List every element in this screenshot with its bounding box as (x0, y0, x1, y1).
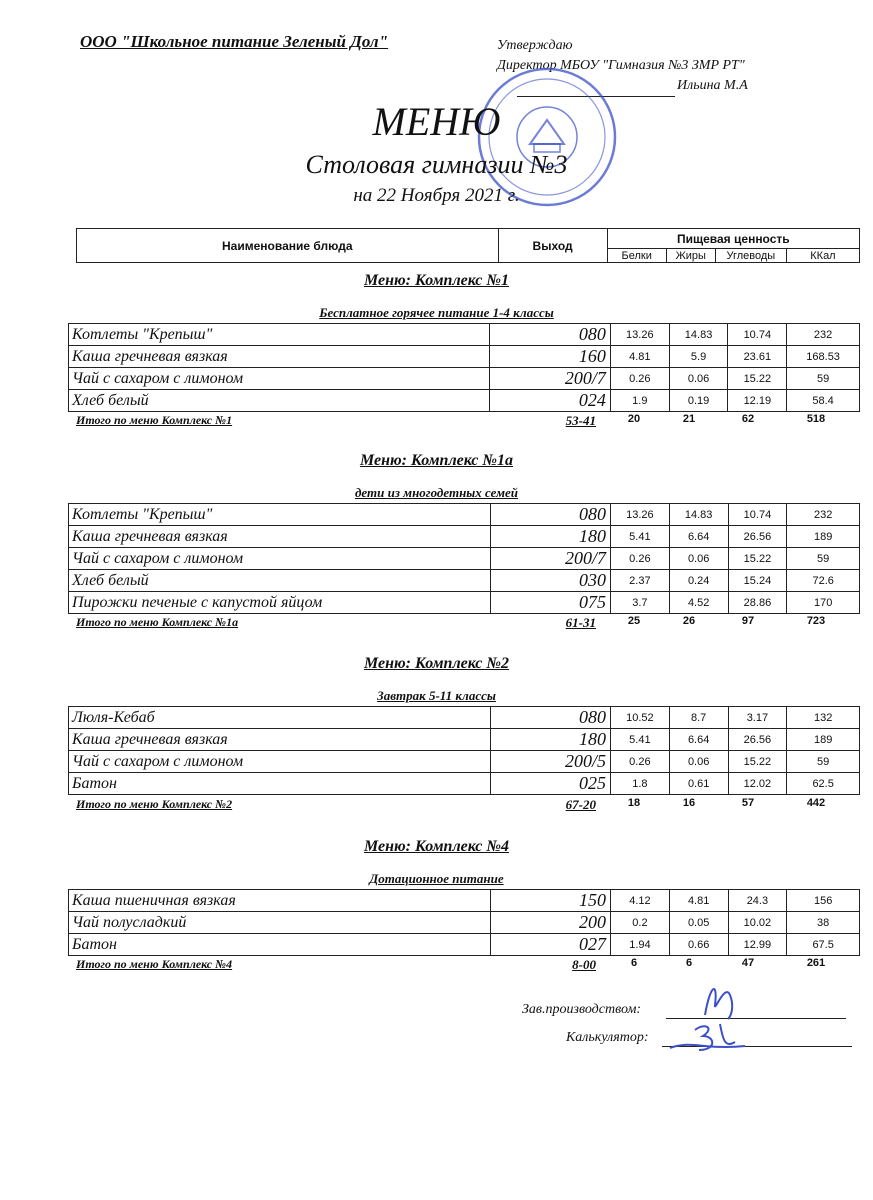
dish-proteins: 2.37 (610, 570, 669, 592)
dish-kcal: 59 (787, 548, 860, 570)
total-proteins: 20 (627, 413, 641, 425)
total-kcal: 518 (806, 413, 826, 425)
dish-name: Батон (69, 773, 491, 795)
dish-kcal: 156 (787, 890, 860, 912)
menu-table (68, 503, 860, 614)
dish-fats: 0.61 (669, 773, 728, 795)
dish-fats: 0.24 (669, 570, 728, 592)
total-price: 67-20 (565, 797, 596, 812)
dish-kcal: 72.6 (787, 570, 860, 592)
table-row (69, 773, 860, 795)
dish-carbs: 12.19 (728, 390, 787, 412)
dish-carbs: 24.3 (728, 890, 787, 912)
dish-yield: 080 (490, 707, 610, 729)
dish-proteins: 0.26 (610, 368, 669, 390)
dish-fats: 6.64 (669, 526, 728, 548)
total-kcal: 442 (806, 797, 826, 809)
header-carbs: Углеводы (715, 249, 786, 263)
dish-carbs: 28.86 (728, 592, 787, 614)
header-kcal: ККал (786, 249, 859, 263)
dish-carbs: 12.99 (728, 934, 787, 956)
dish-name: Каша пшеничная вязкая (69, 890, 491, 912)
menu-table (68, 323, 860, 412)
dish-fats: 5.9 (669, 346, 728, 368)
dish-name: Чай полусладкий (69, 912, 491, 934)
dish-fats: 0.19 (669, 390, 728, 412)
dish-proteins: 4.81 (610, 346, 669, 368)
menu-table (68, 706, 860, 795)
dish-kcal: 38 (787, 912, 860, 934)
table-row (69, 548, 860, 570)
table-row (69, 390, 860, 412)
dish-name: Чай с сахаром с лимоном (69, 751, 491, 773)
total-proteins: 6 (630, 957, 638, 969)
dish-fats: 14.83 (669, 504, 728, 526)
dish-carbs: 15.24 (728, 570, 787, 592)
dish-kcal: 59 (787, 751, 860, 773)
dish-proteins: 1.94 (611, 934, 670, 956)
menu-subtitle: Завтрак 5-11 классы (377, 688, 496, 703)
total-carbs: 57 (741, 797, 755, 809)
menu-title: Меню: Комплекс №4 (363, 838, 510, 855)
dish-proteins: 5.41 (611, 729, 670, 751)
table-row (69, 592, 860, 614)
approve-position: Директор МБОУ "Гимназия №3 ЗМР РТ" (497, 58, 745, 73)
dish-fats: 0.06 (669, 368, 728, 390)
dish-yield: 075 (490, 592, 610, 614)
dish-kcal: 189 (787, 729, 860, 751)
dish-kcal: 132 (787, 707, 860, 729)
dish-carbs: 10.74 (728, 324, 787, 346)
menu-table (68, 889, 860, 956)
dish-yield: 030 (490, 570, 610, 592)
total-price: 61-31 (565, 615, 596, 630)
dish-fats: 0.06 (669, 548, 728, 570)
dish-kcal: 170 (787, 592, 860, 614)
dish-yield: 200/5 (490, 751, 610, 773)
menu-subtitle: Бесплатное горячее питание 1-4 классы (319, 305, 554, 320)
dish-fats: 0.66 (669, 934, 728, 956)
total-proteins: 18 (627, 797, 641, 809)
dish-kcal: 189 (787, 526, 860, 548)
dish-proteins: 3.7 (610, 592, 669, 614)
dish-yield: 080 (490, 324, 610, 346)
dish-name: Каша гречневая вязкая (69, 526, 491, 548)
dish-yield: 200/7 (490, 548, 610, 570)
table-row (69, 707, 860, 729)
calculator-label: Калькулятор: (566, 1030, 649, 1045)
dish-kcal: 59 (787, 368, 860, 390)
dish-proteins: 13.26 (610, 504, 669, 526)
total-carbs: 97 (741, 615, 755, 627)
total-proteins: 25 (627, 615, 641, 627)
total-fats: 26 (682, 615, 696, 627)
header-nutrition: Пищевая ценность (607, 229, 859, 249)
total-label: Итого по меню Комплекс №4 (76, 957, 233, 971)
menu-subtitle: Дотационное питание (369, 871, 504, 886)
dish-carbs: 26.56 (728, 526, 787, 548)
dish-yield: 025 (490, 773, 610, 795)
menu-date: на 22 Ноября 2021 г. (353, 185, 520, 206)
dish-carbs: 10.74 (728, 504, 787, 526)
header-yield: Выход (498, 229, 607, 263)
table-row (69, 368, 860, 390)
dish-name: Люля-Кебаб (69, 707, 491, 729)
dish-proteins: 4.12 (611, 890, 670, 912)
total-label: Итого по меню Комплекс №1а (76, 615, 239, 629)
dish-kcal: 58.4 (787, 390, 860, 412)
dish-name: Каша гречневая вязкая (69, 346, 490, 368)
dish-carbs: 26.56 (728, 729, 787, 751)
company-name: ООО "Школьное питание Зеленый Дол" (80, 32, 389, 51)
dish-kcal: 67.5 (787, 934, 860, 956)
total-price: 53-41 (565, 413, 596, 428)
table-row (69, 504, 860, 526)
page-subtitle: Столовая гимназии №3 (305, 150, 568, 179)
dish-proteins: 0.26 (610, 548, 669, 570)
header-fats: Жиры (666, 249, 715, 263)
dish-name: Каша гречневая вязкая (69, 729, 491, 751)
total-fats: 16 (682, 797, 696, 809)
dish-carbs: 15.22 (728, 548, 787, 570)
dish-name: Чай с сахаром с лимоном (69, 368, 490, 390)
menu-subtitle: дети из многодетных семей (354, 485, 519, 500)
dish-name: Котлеты "Крепыш" (69, 504, 491, 526)
table-row (69, 934, 860, 956)
dish-proteins: 0.2 (611, 912, 670, 934)
dish-name: Хлеб белый (69, 390, 490, 412)
total-carbs: 47 (741, 957, 755, 969)
table-row (69, 890, 860, 912)
table-row (69, 526, 860, 548)
dish-kcal: 168.53 (787, 346, 860, 368)
dish-yield: 200/7 (490, 368, 610, 390)
menu-title: Меню: Комплекс №2 (363, 655, 510, 672)
dish-proteins: 5.41 (610, 526, 669, 548)
dish-proteins: 10.52 (611, 707, 670, 729)
dish-fats: 14.83 (669, 324, 728, 346)
dish-carbs: 15.22 (728, 751, 787, 773)
dish-fats: 4.52 (669, 592, 728, 614)
table-row (69, 751, 860, 773)
dish-name: Хлеб белый (69, 570, 491, 592)
dish-carbs: 10.02 (728, 912, 787, 934)
table-header (76, 228, 860, 263)
dish-fats: 6.64 (669, 729, 728, 751)
approve-title: Утверждаю (497, 38, 573, 53)
dish-name: Пирожки печеные с капустой яйцом (69, 592, 491, 614)
dish-proteins: 1.9 (610, 390, 669, 412)
dish-yield: 024 (490, 390, 610, 412)
table-row (69, 729, 860, 751)
dish-kcal: 62.5 (787, 773, 860, 795)
approve-name: Ильина М.А (677, 78, 748, 93)
dish-fats: 8.7 (669, 707, 728, 729)
dish-yield: 200 (490, 912, 610, 934)
page-title: МЕНЮ (372, 99, 501, 144)
header-proteins: Белки (607, 249, 666, 263)
dish-fats: 4.81 (669, 890, 728, 912)
table-row (69, 570, 860, 592)
total-fats: 21 (682, 413, 696, 425)
dish-yield: 160 (490, 346, 610, 368)
dish-carbs: 3.17 (728, 707, 787, 729)
table-row (69, 912, 860, 934)
dish-yield: 180 (490, 526, 610, 548)
menu-title: Меню: Комплекс №1 (363, 272, 510, 289)
total-fats: 6 (685, 957, 693, 969)
dish-fats: 0.06 (669, 751, 728, 773)
dish-carbs: 15.22 (728, 368, 787, 390)
dish-name: Чай с сахаром с лимоном (69, 548, 491, 570)
dish-proteins: 13.26 (610, 324, 669, 346)
dish-yield: 080 (490, 504, 610, 526)
table-row (69, 346, 860, 368)
dish-yield: 150 (490, 890, 610, 912)
dish-kcal: 232 (787, 324, 860, 346)
total-price: 8-00 (572, 957, 596, 972)
dish-yield: 180 (490, 729, 610, 751)
menu-title: Меню: Комплекс №1а (359, 452, 514, 469)
dish-proteins: 0.26 (611, 751, 670, 773)
dish-proteins: 1.8 (611, 773, 670, 795)
production-label: Зав.производством: (522, 1002, 642, 1017)
dish-yield: 027 (490, 934, 610, 956)
total-label: Итого по меню Комплекс №1 (76, 413, 233, 427)
dish-carbs: 23.61 (728, 346, 787, 368)
dish-carbs: 12.02 (728, 773, 787, 795)
header-dish: Наименование блюда (77, 229, 499, 263)
dish-kcal: 232 (787, 504, 860, 526)
dish-name: Батон (69, 934, 491, 956)
total-carbs: 62 (741, 413, 755, 425)
total-kcal: 261 (806, 957, 826, 969)
dish-name: Котлеты "Крепыш" (69, 324, 490, 346)
signature-icon (665, 1010, 755, 1060)
dish-fats: 0.05 (669, 912, 728, 934)
total-kcal: 723 (806, 615, 826, 627)
table-row (69, 324, 860, 346)
total-label: Итого по меню Комплекс №2 (76, 797, 233, 811)
